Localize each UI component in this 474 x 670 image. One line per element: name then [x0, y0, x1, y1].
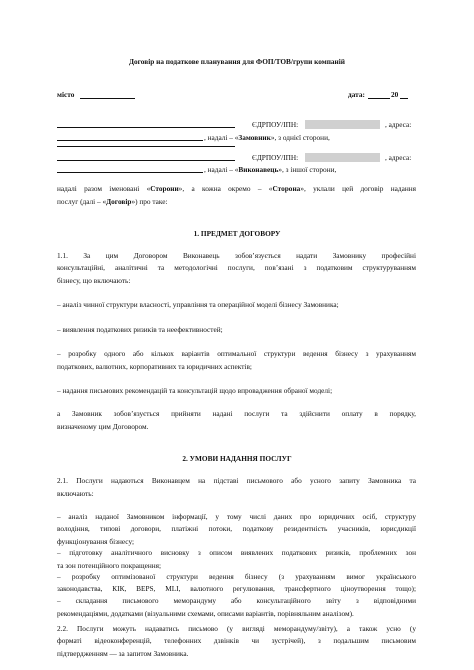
city-label: місто — [57, 90, 75, 99]
party2-role-text: , надалі – «Виконавець», з іншої сторони, — [204, 165, 337, 174]
p2-2-line-1: 2.2. Послуги можуть надаватись письмово (у вигляді меморандуму/звіту), а також усно (у — [57, 624, 416, 633]
p1-1-line-1: 1.1. За цим Договором Виконавець зобов’язується надати Замовнику професійні — [57, 251, 416, 260]
section1-end-line-2: визначеному цим Договором. — [57, 422, 149, 431]
year-field[interactable] — [400, 90, 408, 99]
intro-line-2: послуг (далі – «Договір») про таке: — [57, 197, 168, 206]
party1-edrpou-label: ЄДРПОУ/ІПН: — [252, 120, 299, 129]
bullet-3-line-1: – розробку одного або кількох варіантів оптимальної структури ведення бізнесу з урахуванням — [57, 349, 416, 358]
party2-address-field[interactable] — [57, 164, 203, 173]
section2-heading: 2. УМОВИ НАДАННЯ ПОСЛУГ — [182, 454, 292, 463]
date-label: дата: — [348, 90, 365, 99]
c4-line-1: – складання письмового меморандуму або консультаційного звіту з відповідними — [57, 596, 416, 605]
document-title: Договір на податкове планування для ФОП/ТОВ/групи компаній — [129, 57, 345, 66]
c2-line-2: та зон потенційного покращення; — [57, 561, 162, 570]
party2-edrpou-field[interactable] — [305, 153, 380, 162]
c2-line-1: – підготовку аналітичного висновку з описом виявлених податкових ризиків, проблемних зон — [57, 548, 416, 557]
year-prefix: 20 — [391, 90, 399, 99]
bullet-2: – виявлення податкових ризиків та неефективностей; — [57, 325, 223, 334]
p2-2-line-2: форматі відеоконференцій, телефонних дзвінків чи зустрічей), з подальшим письмовим — [57, 636, 416, 645]
party1-name-field[interactable] — [57, 119, 235, 128]
c1-line-1: – аналіз наданої Замовником інформації, у тому числі даних про юридичних осіб, структуру — [57, 512, 416, 521]
intro-line-1: надалі разом іменовані «Сторони», а кожна окремо – «Сторона», уклали цей договір надання — [57, 184, 416, 193]
c3-line-2: законодавства, КІК, BEPS, MLI, валютного регулювання, трансфертного ціноутворення тощо); — [57, 584, 416, 593]
party2-name-field-2[interactable] — [57, 152, 235, 161]
bullet-3-line-2: податкових, валютних, корпоративних та юридичних аспектів; — [57, 362, 252, 371]
c1-line-3: функціонування бізнесу; — [57, 537, 135, 546]
bullet-4: – надання письмових рекомендацій та консультацій щодо впровадження обраної моделі; — [57, 386, 333, 395]
section1-heading: 1. ПРЕДМЕТ ДОГОВОРУ — [193, 229, 281, 238]
bullet-1: – аналіз чинної структури власності, управління та операційної моделі бізнесу Замовника; — [57, 300, 339, 309]
p2-1-line-1: 2.1. Послуги надаються Виконавцем на підставі письмового або усного запиту Замовника та — [57, 476, 416, 485]
p2-1-line-2: включають: — [57, 489, 94, 498]
date-field[interactable] — [368, 90, 390, 99]
party2-edrpou-label: ЄДРПОУ/ІПН: — [252, 153, 299, 162]
city-field[interactable] — [80, 90, 135, 99]
p1-1-line-2: консультаційні, аналітичні та методологічні послуги, пов’язані з податковим структуруванням — [57, 263, 416, 272]
p2-2-line-3: підтвердженням — за запитом Замовника. — [57, 649, 189, 658]
party1-address-label: , адреса: — [385, 120, 412, 129]
party1-role-text: , надалі – «Замовник», з однієї сторони, — [204, 133, 330, 142]
c1-line-2: володіння, типові договори, платіжні потоки, податкову резидентність учасників, юрисдикції — [57, 524, 416, 533]
c3-line-1: – розробку оптимізованої структури ведення бізнесу (з урахуванням вимог українського — [57, 572, 416, 581]
c4-line-2: рекомендаціями, додатками (візуальними схемами, описами варіантів, порівняльним аналізом). — [57, 609, 354, 618]
p1-1-line-3: бізнесу, що включають: — [57, 276, 131, 285]
party2-address-label: , адреса: — [385, 153, 412, 162]
section1-end-line-1: а Замовник зобов’язується прийняти надані послуги та здійснити оплату в порядку, — [57, 409, 416, 418]
party1-edrpou-field[interactable] — [305, 120, 380, 129]
party2-name-field[interactable] — [57, 138, 235, 147]
